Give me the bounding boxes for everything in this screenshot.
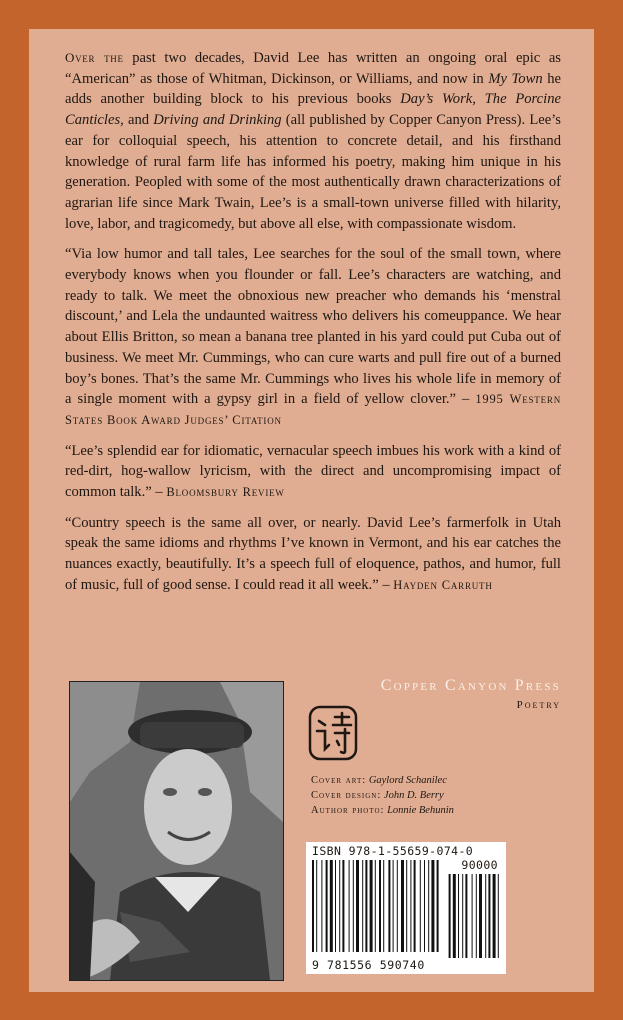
quote-bloomsbury-source: Bloomsbury Review: [166, 485, 285, 500]
quote-carruth-source: Hayden Carruth: [393, 577, 493, 592]
credit-value: John D. Berry: [383, 790, 444, 801]
quote-judges-text: “Via low humor and tall tales, Lee searches for the soul of the small town, where everybody knows when you flounder or fall. Lee’s characters are watching, and ready to talk. We meet the obnoxious new preacher who demands his ‘menstral discount,’ and Lela the undaunted waitress who delivers his comeuppance. We hear about Ellis Britton, so mean a banana tree planted in his yard could put Cuba out of business. We meet Mr. Cummings, who can cure warts and pull fire out of a burned boy’s bones. That’s the same Mr. Cummings who lives his whole life in memory of a single moment with a gypsy girl in a field of yellow clover.” –: [65, 246, 561, 408]
credit-value: Lonnie Behunin: [387, 805, 454, 816]
blurb-text: [65, 48, 561, 606]
ean-number: 9 781556 590740: [312, 958, 425, 972]
lead-in: Over the: [65, 50, 124, 65]
credit-row: [311, 788, 561, 803]
credits-block: [311, 773, 561, 818]
quote-bloomsbury-text: “Lee’s splendid ear for idiomatic, vernacular speech imbues his work with a kind of red-dirt, hog-wallow lyricism, with the direct and uncompromising impact of common talk.” –: [65, 442, 561, 501]
author-photo: [69, 681, 284, 981]
credit-label: Cover design:: [311, 790, 382, 801]
publisher-name: Copper Canyon Press: [380, 677, 561, 694]
price-code: 90000: [461, 858, 498, 872]
publisher-logo-icon: [307, 705, 359, 761]
quote-judges-source: 1995 Western States Book Award Judges’ Citation: [65, 392, 561, 427]
p1-body3: and: [123, 112, 154, 129]
barcode-bars: [306, 842, 506, 974]
p1-body: past two decades, David Lee has written an ongoing oral epic as “American” as those of Whitman, Dickinson, or Williams, and now in: [65, 50, 561, 87]
p1-body4: (all published by Copper Canyon Press). Lee’s ear for colloquial speech, his attention to concrete detail, and his firsthand knowledge of rural farm life has informed his poetry, making him unique in his generation. Peopled with some of the most authentically drawn characterizations of agrarian life since Mark Twain, Lee’s is a small-town universe filled with hilarity, love, labor, and tragicomedy, but above all else, with compassionate wisdom.: [65, 112, 561, 232]
author-photo-illustration: [70, 682, 283, 980]
quote-carruth-text: “Country speech is the same all over, or nearly. David Lee’s farmerfolk in Utah speak the same idioms and rhythms I’ve known in Vermont, and his ear catches the nuances exactly, beautifully. It’s a speech full of eloquence, pathos, and humor, full of music, full of good sense. I could read it all week.” –: [65, 514, 561, 593]
credit-label: Author photo:: [311, 805, 385, 816]
credit-label: Cover art:: [311, 775, 367, 786]
isbn-number: ISBN 978-1-55659-074-0: [312, 844, 474, 858]
credit-value: Gaylord Schanilec: [368, 775, 447, 786]
title-driving-and-drinking: Driving and Drinking: [153, 112, 282, 129]
credit-row: [311, 803, 561, 818]
quote-carruth: [65, 513, 561, 596]
title-my-town: My Town: [488, 70, 543, 87]
credit-row: [311, 773, 561, 788]
isbn-barcode: [306, 842, 506, 974]
quote-judges: [65, 244, 561, 430]
p1-body2: he adds another building block to his previous books: [65, 70, 561, 108]
back-cover-panel: [29, 29, 594, 992]
description-paragraph: [65, 48, 561, 234]
publisher-category: Poetry: [516, 699, 561, 711]
title-previous-books: Day’s Work, The Porcine Canticles,: [65, 91, 561, 129]
quote-bloomsbury: [65, 441, 561, 503]
